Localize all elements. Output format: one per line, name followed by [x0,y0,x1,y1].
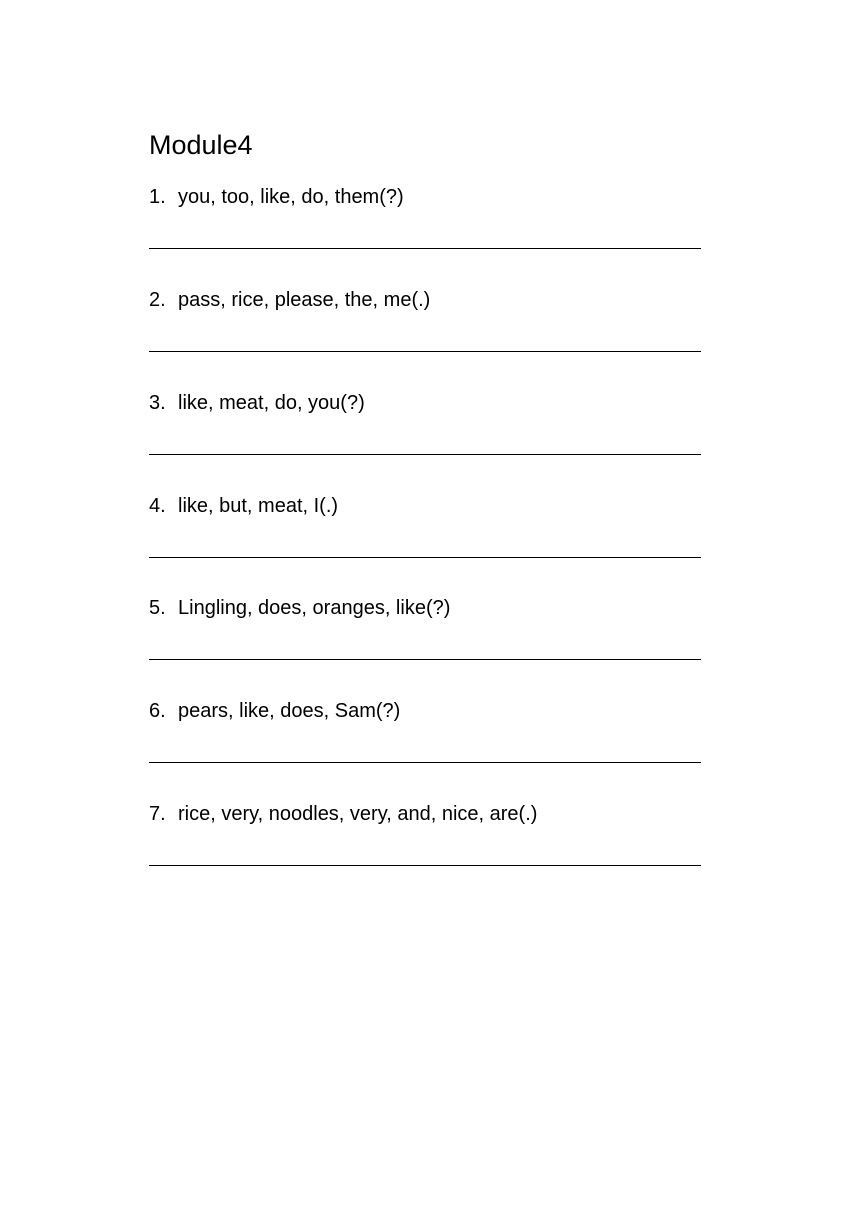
exercise-item-7 [149,801,701,881]
exercise-words: like, but, meat, I(.) [178,495,339,517]
exercise-words: like, meat, do, you(?) [178,392,365,414]
exercise-item-3 [149,390,701,470]
exercise-prompt [149,287,430,313]
answer-line[interactable] [149,762,701,763]
exercise-words: rice, very, noodles, very, and, nice, are(.) [178,803,538,825]
exercise-words: pears, like, does, Sam(?) [178,700,401,722]
answer-line[interactable] [149,454,701,455]
exercise-number: 5. [149,597,166,619]
exercise-number: 7. [149,803,166,825]
exercise-item-5 [149,595,701,675]
exercise-item-2 [149,287,701,367]
exercise-item-1 [149,184,701,264]
answer-line[interactable] [149,557,701,558]
page-title: Module4 [149,130,253,160]
exercise-words: you, too, like, do, them(?) [178,186,404,208]
answer-line[interactable] [149,351,701,352]
exercise-number: 1. [149,186,166,208]
exercise-number: 4. [149,495,166,517]
exercise-item-6 [149,698,701,778]
exercise-number: 6. [149,700,166,722]
exercise-words: pass, rice, please, the, me(.) [178,289,431,311]
exercise-words: Lingling, does, oranges, like(?) [178,597,451,619]
exercise-item-4 [149,493,701,573]
answer-line[interactable] [149,248,701,249]
exercise-prompt [149,493,338,519]
exercise-prompt [149,184,404,210]
exercise-prompt [149,390,365,416]
exercise-number: 3. [149,392,166,414]
answer-line[interactable] [149,659,701,660]
exercise-prompt [149,698,400,724]
exercise-prompt [149,595,450,621]
exercise-prompt [149,801,537,827]
answer-line[interactable] [149,865,701,866]
exercise-number: 2. [149,289,166,311]
